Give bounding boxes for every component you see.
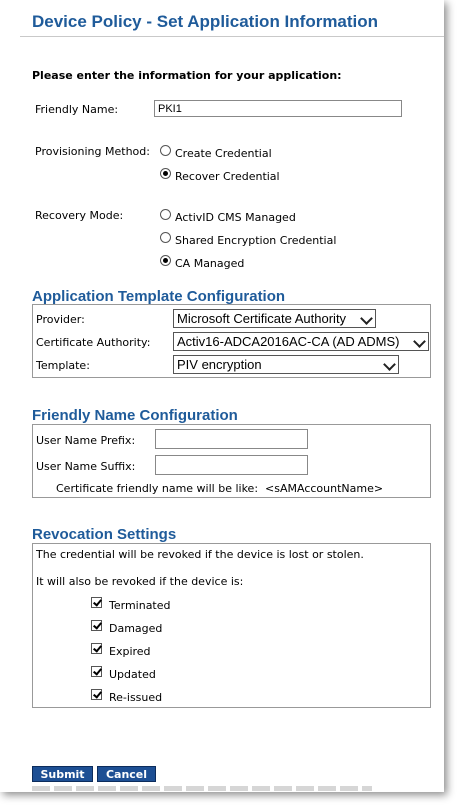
chevron-down-icon (413, 335, 426, 348)
revocation-heading: Revocation Settings (32, 526, 177, 543)
provider-select-value: Microsoft Certificate Authority (177, 311, 347, 326)
template-label: Template: (36, 359, 90, 372)
friendly-name-hint: Certificate friendly name will be like: <sAMAccountName> (56, 482, 384, 495)
radio-ca-managed[interactable] (160, 255, 171, 266)
radio-recover-credential[interactable] (160, 168, 171, 179)
friendly-name-input[interactable] (154, 100, 402, 117)
radio-ca-managed-label: CA Managed (175, 257, 245, 270)
user-name-prefix-label: User Name Prefix: (36, 434, 136, 447)
radio-shared-encryption-credential[interactable] (160, 232, 171, 243)
checkbox-reissued[interactable] (91, 689, 102, 700)
checkbox-updated-label: Updated (109, 668, 156, 681)
user-name-prefix-input[interactable] (155, 429, 308, 449)
chevron-down-icon (360, 312, 373, 325)
provider-select[interactable] (173, 309, 376, 328)
intro-text: Please enter the information for your application: (32, 69, 342, 82)
checkbox-terminated-label: Terminated (109, 599, 171, 612)
certificate-authority-select[interactable] (173, 332, 429, 351)
provisioning-method-label: Provisioning Method: (35, 145, 150, 158)
template-select[interactable] (173, 355, 399, 374)
radio-create-credential-label: Create Credential (175, 147, 272, 160)
template-config-heading: Application Template Configuration (32, 288, 286, 305)
chevron-down-icon (383, 358, 396, 371)
friendly-name-label: Friendly Name: (35, 103, 119, 116)
radio-create-credential[interactable] (160, 145, 171, 156)
radio-shared-encryption-credential-label: Shared Encryption Credential (175, 234, 337, 247)
recovery-mode-label: Recovery Mode: (35, 209, 124, 222)
certificate-authority-select-value: Activ16-ADCA2016AC-CA (AD ADMS) (177, 334, 400, 349)
user-name-suffix-label: User Name Suffix: (36, 460, 136, 473)
radio-activid-cms-managed-label: ActivID CMS Managed (175, 211, 296, 224)
revocation-line-lost: The credential will be revoked if the device is lost or stolen. (36, 548, 364, 561)
friendly-name-config-heading: Friendly Name Configuration (32, 407, 238, 424)
revocation-box (32, 543, 431, 708)
checkbox-damaged[interactable] (91, 620, 102, 631)
certificate-authority-label: Certificate Authority: (36, 336, 151, 349)
template-config-box (32, 304, 431, 378)
revocation-line-device: It will also be revoked if the device is: (36, 575, 244, 588)
checkbox-updated[interactable] (91, 666, 102, 677)
radio-recover-credential-label: Recover Credential (175, 170, 280, 183)
template-select-value: PIV encryption (177, 357, 262, 372)
provider-label: Provider: (36, 313, 85, 326)
cropped-text-line (32, 786, 372, 791)
title-divider (20, 36, 444, 37)
checkbox-damaged-label: Damaged (109, 622, 163, 635)
page-title: Device Policy - Set Application Information (32, 12, 379, 31)
cancel-button[interactable]: Cancel (97, 766, 156, 782)
checkbox-expired-label: Expired (109, 645, 151, 658)
checkbox-terminated[interactable] (91, 597, 102, 608)
user-name-suffix-input[interactable] (155, 455, 308, 475)
submit-button[interactable]: Submit (32, 766, 93, 782)
radio-activid-cms-managed[interactable] (160, 209, 171, 220)
checkbox-expired[interactable] (91, 643, 102, 654)
friendly-name-config-box (32, 424, 431, 498)
checkbox-reissued-label: Re-issued (109, 691, 163, 704)
